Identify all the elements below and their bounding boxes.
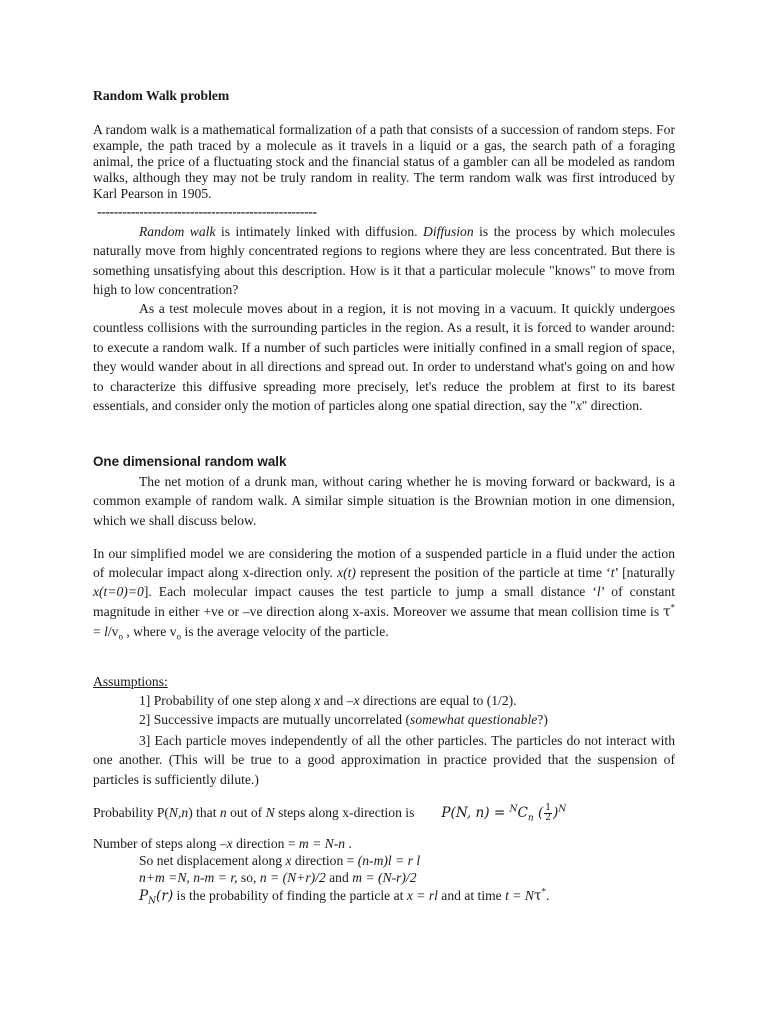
binomial-formula: P(N, $n) = ^NC_n$ ( $\frac{1}{2}$ )$^N$ [441,803,567,824]
steps-line-1: Number of steps along –x direction = m = N-n . [93,836,352,851]
assumptions-heading: Assumptions: [93,674,168,689]
probability-line: Probability P(N,n) that n out of N steps along x-direction is P(N, $n) = ^NC_n$ ( $\frac{1}{2}$ )$^N$ [93,803,567,824]
steps-line-3: n+m =N, n-m = r, so, n = (N+r)/2 and m = (N-r)/2 [139,870,417,885]
term-random-walk: Random walk [139,224,216,239]
steps-line-2: So net displacement along x direction = (n-m)l = r l [139,853,421,868]
separator-line: ---------------------------------------------------- [97,204,317,219]
intro-paragraph: A random walk is a mathematical formalization of a path that consists of a succession of random steps. For example, the path traced by a molecule as it travels in a liquid or a gas, the search path of a foraging animal, the price of a fluctuating stock and the financial status of a gambler can all be modeled as random walks, although they may not be truly random in reality. The term random walk was first introduced by Karl Pearson in 1905. [93,122,675,201]
drunk-man-paragraph: The net motion of a drunk man, without caring whether he is moving forward or backward, is a common example of random walk. A similar simple situation is the Brownian motion in one dimension, which we shall discuss below. [93,474,675,528]
one-half-fraction: $\frac{1}{2}$ [545,803,552,823]
steps-line-4: $P_N(r)$ is the probability of finding the particle at x = rl and at time t = Nτ*. [139,886,550,907]
collision-paragraph: As a test molecule moves about in a region, it is not moving in a vacuum. It quickly undergoes countless collisions with the surrounding particles in the region. As a result, it is forced to wander around: to execute a random walk. If a number of such particles were initially confined in a small region of space, they would wander about in all directions and spread out. In order to understand what's going on and how to characterize this diffusive spreading more precisely, let's reduce the problem at first to its barest essentials, and consider only the motion of particles along one spatial direction, say the "x" direction. [93,301,675,414]
term-diffusion: Diffusion [423,224,474,239]
document-title: Random Walk problem [93,88,230,103]
assumption-3: 3] Each particle moves independently of all the other particles. The particles do not interact with one another. (This will be true to a good approximation in practice provided that the suspension of particles is sufficiently dilute.) [93,733,675,787]
diffusion-paragraph: Random walk is intimately linked with diffusion. Diffusion is the process by which molecules naturally move from highly concentrated regions to regions where they are less concentrated. But there is something unsatisfying about this description. How is it that a particular molecule "knows" to move from high to low concentration? [93,224,675,298]
assumption-1: 1] Probability of one step along x and –x directions are equal to (1/2). [139,693,517,708]
assumption-2: 2] Successive impacts are mutually uncorrelated (somewhat questionable?) [139,712,548,727]
model-paragraph: In our simplified model we are considering the motion of a suspended particle in a fluid under the action of molecular impact along x-direction only. x(t) represent the position of the particle at time ‘t’ [naturally x(t=0)=0]. Each molecular impact causes the test particle to jump a small distance ‘l’ of constant magnitude in either +ve or –ve direction along x-axis. Moreover we assume that mean collision time is $\tau^* = l/v_o$ , where $v_o$ is the average velocity of the particle. [93,546,675,642]
section-heading: One dimensional random walk [93,454,287,469]
